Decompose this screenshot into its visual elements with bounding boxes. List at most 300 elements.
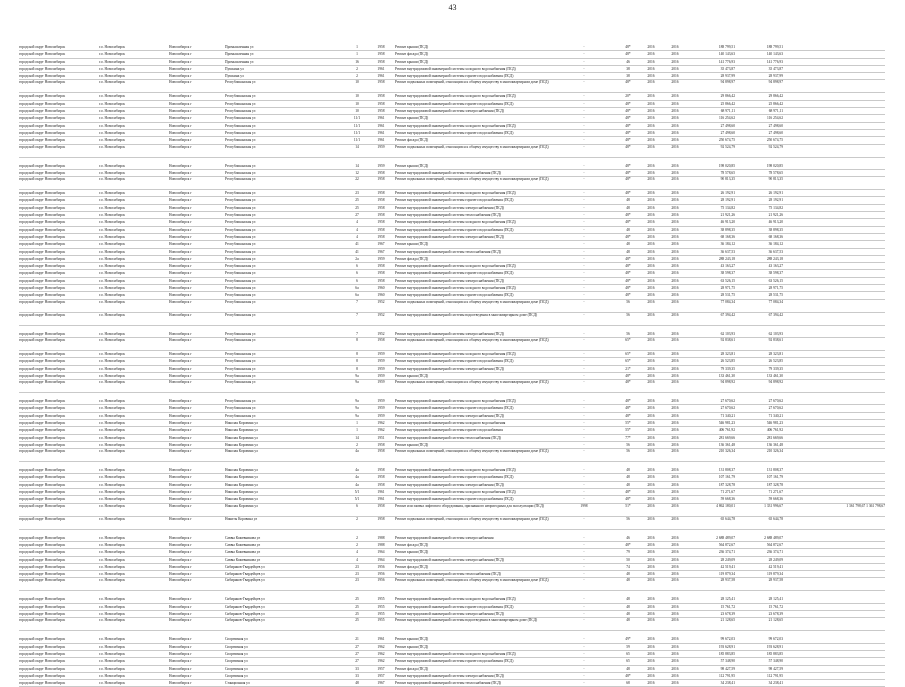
- row-start-year: 2016: [647, 637, 655, 642]
- row-municipality: г.о. Новосибирск: [99, 604, 125, 609]
- row-locality: Новосибирск г: [169, 249, 192, 254]
- row-total: 28 971,75: [768, 286, 783, 291]
- row-marker: -: [583, 198, 585, 203]
- row-street: Спортивная ул: [225, 637, 248, 642]
- row-start-year: 2016: [647, 681, 655, 686]
- row-total: 27 670,62: [768, 406, 783, 411]
- row-house-number: 33: [355, 673, 359, 678]
- row-end-year: 2016: [671, 550, 679, 555]
- table-row: [19, 351, 885, 358]
- row-house-number: 16: [355, 59, 359, 64]
- row-build-year: 1988: [377, 535, 385, 540]
- row-start-year: 2016: [647, 542, 655, 547]
- row-build-year: 1958: [377, 234, 385, 239]
- row-municipality: г.о. Новосибирск: [99, 177, 125, 182]
- row-work-type: Ремонт внутридомовой инженерной системы холодного водоснабжения (ПСД): [395, 490, 516, 495]
- row-house-number: 33: [355, 666, 359, 671]
- row-end-year: 2016: [671, 564, 679, 569]
- row-marker: -: [583, 130, 585, 135]
- row-municipality: г.о. Новосибирск: [99, 94, 125, 99]
- row-municipality: г.о. Новосибирск: [99, 490, 125, 495]
- row-total: 99 672,03: [768, 637, 783, 642]
- row-locality: Новосибирск г: [169, 220, 192, 225]
- row-wear-percent: 48*: [625, 80, 631, 85]
- row-end-year: 2016: [671, 442, 679, 447]
- row-work-type: Ремонт внутридомовой инженерной системы горячего водоснабжения (ПСД): [395, 130, 514, 135]
- row-house-number: 23: [355, 564, 359, 569]
- row-end-year: 2016: [671, 52, 679, 57]
- row-start-year: 2016: [647, 227, 655, 232]
- row-cost: 92 838,61: [720, 337, 735, 342]
- row-locality: Новосибирск г: [169, 428, 192, 433]
- row-total: 564 872,67: [766, 542, 783, 547]
- row-end-year: 2016: [671, 59, 679, 64]
- row-locality: Новосибирск г: [169, 420, 192, 425]
- table-row: [19, 73, 885, 80]
- row-municipality: г.о. Новосибирск: [99, 116, 125, 121]
- table-row: [19, 256, 885, 263]
- row-start-year: 2016: [647, 673, 655, 678]
- row-marker: -: [583, 123, 585, 128]
- row-area: городской округ Новосибирск: [19, 220, 66, 225]
- row-work-type: Ремонт внутридомовой инженерной системы теплоснабжения (ПСД): [395, 681, 501, 686]
- row-cost: 119 879,34: [718, 572, 735, 577]
- row-marker: -: [583, 359, 585, 364]
- row-work-type: Ремонт фасада (ПСД): [395, 564, 429, 569]
- row-street: Николая Коровина ул: [225, 420, 258, 425]
- row-municipality: г.о. Новосибирск: [99, 359, 125, 364]
- row-street: Сибиряков-Гвардейцев ул: [225, 564, 265, 569]
- row-street: Республиканская ул: [225, 366, 256, 371]
- row-area: городской округ Новосибирск: [19, 604, 66, 609]
- row-start-year: 2016: [647, 618, 655, 623]
- table-row: [19, 205, 885, 212]
- row-street: Республиканская ул: [225, 256, 256, 261]
- row-street: Республиканская ул: [225, 413, 256, 418]
- row-start-year: 2016: [647, 242, 655, 247]
- row-locality: Новосибирск г: [169, 286, 192, 291]
- row-start-year: 2016: [647, 123, 655, 128]
- row-cost: 23 678,39: [720, 612, 735, 617]
- row-end-year: 2016: [671, 359, 679, 364]
- row-total: 29 866,42: [768, 94, 783, 99]
- row-build-year: 1957: [377, 666, 385, 671]
- row-start-year: 2016: [647, 666, 655, 671]
- row-street: Республиканская ул: [225, 138, 256, 143]
- table-row: [19, 380, 885, 393]
- row-wear-percent: 48*: [625, 130, 631, 135]
- row-cost: 406 761,92: [718, 428, 735, 433]
- row-wear-percent: 48: [626, 597, 630, 602]
- row-wear-percent: 48: [626, 666, 630, 671]
- row-build-year: 1958: [377, 475, 385, 480]
- row-end-year: 2016: [671, 666, 679, 671]
- row-build-year: 1958: [377, 213, 385, 218]
- row-end-year: 2016: [671, 234, 679, 239]
- row-start-year: 2016: [647, 109, 655, 114]
- row-start-year: 2016: [647, 144, 655, 149]
- row-area: городской округ Новосибирск: [19, 578, 66, 583]
- table-row: [19, 80, 885, 93]
- row-total: 71 340,21: [768, 413, 783, 418]
- row-cost: 28 971,75: [720, 286, 735, 291]
- row-cost: 141 776,93: [718, 59, 735, 64]
- row-work-type: Ремонт внутридомовой инженерной системы горячего водоснабжения (ПСД): [395, 227, 514, 232]
- row-build-year: 1959: [377, 413, 385, 418]
- row-marker: -: [583, 227, 585, 232]
- row-work-type: Ремонт крыши (ПСД): [395, 637, 429, 642]
- row-house-number: 9а: [355, 373, 359, 378]
- row-cost: 67 394,42: [720, 312, 735, 317]
- row-area: городской округ Новосибирск: [19, 673, 66, 678]
- row-area: городской округ Новосибирск: [19, 482, 66, 487]
- row-marker: -: [583, 597, 585, 602]
- table-row: [19, 101, 885, 108]
- row-start-year: 2016: [647, 597, 655, 602]
- row-cost: 136 361,48: [718, 442, 735, 447]
- row-house-number: 9а: [355, 399, 359, 404]
- row-end-year: 2016: [671, 490, 679, 495]
- row-area: городской округ Новосибирск: [19, 681, 66, 686]
- row-locality: Новосибирск г: [169, 256, 192, 261]
- row-work-type: Ремонт подвальных помещений, относящихся к общему имуществу в многоквартирном доме (ПСД): [395, 144, 549, 149]
- row-end-year: 2016: [671, 191, 679, 196]
- row-marker: -: [583, 278, 585, 283]
- row-build-year: 1958: [377, 205, 385, 210]
- row-build-year: 1959: [377, 359, 385, 364]
- row-street: Республиканская ул: [225, 191, 256, 196]
- row-build-year: 1952: [377, 331, 385, 336]
- row-cost: 133 461,30: [718, 373, 735, 378]
- row-municipality: г.о. Новосибирск: [99, 597, 125, 602]
- row-locality: Новосибирск г: [169, 666, 192, 671]
- row-street: Республиканская ул: [225, 163, 256, 168]
- row-total: 27 498,60: [768, 130, 783, 135]
- row-street: Республиканская ул: [225, 101, 256, 106]
- row-work-type: Ремонт внутридомовой инженерной системы теплоснабжения (ПСД): [395, 435, 501, 440]
- row-end-year: 2016: [671, 428, 679, 433]
- row-total: 65 644,78: [768, 516, 783, 521]
- row-total: 38 898,35: [768, 227, 783, 232]
- row-municipality: г.о. Новосибирск: [99, 550, 125, 555]
- row-end-year: 2016: [671, 278, 679, 283]
- row-house-number: 6: [356, 278, 358, 283]
- row-end-year: 2016: [671, 673, 679, 678]
- row-area: городской округ Новосибирск: [19, 74, 66, 79]
- row-end-year: 2016: [671, 351, 679, 356]
- row-municipality: г.о. Новосибирск: [99, 644, 125, 649]
- table-row: [19, 108, 885, 115]
- row-street: Республиканская ул: [225, 130, 256, 135]
- row-build-year: 1959: [377, 366, 385, 371]
- row-cost: 90 813,35: [720, 177, 735, 182]
- row-wear-percent: 77*: [625, 435, 631, 440]
- row-wear-percent: 65: [626, 651, 630, 656]
- row-area: городской округ Новосибирск: [19, 264, 66, 269]
- table-row: [19, 331, 885, 338]
- table-row: [19, 373, 885, 380]
- row-total: 98 427,59: [768, 666, 783, 671]
- row-end-year: 2016: [671, 637, 679, 642]
- row-end-year: 2016: [671, 101, 679, 106]
- row-start-year: 2016: [647, 198, 655, 203]
- table-row: [19, 130, 885, 137]
- row-house-number: 25: [355, 618, 359, 623]
- row-cost: 36 637,53: [720, 249, 735, 254]
- table-row: [19, 300, 885, 313]
- row-house-number: 6: [356, 503, 358, 508]
- row-start-year: 2016: [647, 130, 655, 135]
- row-street: Сибиряков-Гвардейцев ул: [225, 612, 265, 617]
- row-total: 107 161,79: [766, 475, 783, 480]
- row-area: городской округ Новосибирск: [19, 130, 66, 135]
- row-wear-percent: 59: [626, 644, 630, 649]
- row-area: городской округ Новосибирск: [19, 535, 66, 540]
- row-wear-percent: 38: [626, 74, 630, 79]
- row-house-number: 27: [355, 213, 359, 218]
- row-house-number: 23: [355, 578, 359, 583]
- row-house-number: 4: [356, 557, 358, 562]
- row-house-number: 22: [355, 177, 359, 182]
- row-street: Сибиряков-Гвардейцев ул: [225, 604, 265, 609]
- row-cost: 94 898,97: [720, 80, 735, 85]
- table-row: [19, 313, 885, 326]
- row-cost: 79 339,35: [720, 366, 735, 371]
- row-work-type: Ремонт внутридомовой инженерной системы горячего водоснабжения (ПСД): [395, 406, 514, 411]
- row-street: Промышленная ул: [225, 45, 254, 49]
- row-locality: Новосибирск г: [169, 572, 192, 577]
- row-start-year: 2016: [647, 331, 655, 336]
- row-marker: -: [583, 644, 585, 649]
- row-start-year: 2016: [647, 612, 655, 617]
- row-wear-percent: 20*: [625, 94, 631, 99]
- row-work-type: Ремонт подвальных помещений, относящихся к общему имуществу в многоквартирном доме (ПСД): [395, 80, 549, 85]
- row-total: 25 866,42: [768, 101, 783, 106]
- row-marker: -: [583, 94, 585, 99]
- row-work-type: Ремонт крыши (ПСД): [395, 373, 429, 378]
- row-marker: -: [583, 572, 585, 577]
- table-row: [19, 219, 885, 226]
- row-marker: -: [583, 468, 585, 473]
- table-row: [19, 504, 885, 517]
- row-wear-percent: 48*: [625, 256, 631, 261]
- row-cost: 78 578,65: [720, 170, 735, 175]
- row-street: Республиканская ул: [225, 170, 256, 175]
- row-locality: Новосибирск г: [169, 612, 192, 617]
- row-end-year: 2016: [671, 198, 679, 203]
- row-area: городской округ Новосибирск: [19, 205, 66, 210]
- row-locality: Новосибирск г: [169, 242, 192, 247]
- row-street: Николая Коровина ул: [225, 497, 258, 502]
- row-start-year: 2016: [647, 205, 655, 210]
- row-municipality: г.о. Новосибирск: [99, 503, 125, 508]
- row-municipality: г.о. Новосибирск: [99, 205, 125, 210]
- row-house-number: 8: [356, 351, 358, 356]
- row-house-number: 9а: [355, 406, 359, 411]
- row-area: городской округ Новосибирск: [19, 612, 66, 617]
- row-locality: Новосибирск г: [169, 213, 192, 218]
- row-total: 131 808,37: [766, 468, 783, 473]
- row-cost: 28 531,75: [720, 293, 735, 298]
- row-end-year: 2016: [671, 612, 679, 617]
- row-end-year: 2016: [671, 116, 679, 121]
- row-wear-percent: 48*: [625, 490, 631, 495]
- row-marker: -: [583, 659, 585, 664]
- row-municipality: г.о. Новосибирск: [99, 293, 125, 298]
- row-marker: -: [583, 413, 585, 418]
- row-end-year: 2016: [671, 497, 679, 502]
- row-end-year: 2016: [671, 597, 679, 602]
- row-total: 28 531,75: [768, 293, 783, 298]
- row-wear-percent: 48*: [625, 220, 631, 225]
- row-area: городской округ Новосибирск: [19, 644, 66, 649]
- row-marker: -: [583, 220, 585, 225]
- row-house-number: 8: [356, 359, 358, 364]
- row-house-number: 7: [356, 299, 358, 304]
- row-area: городской округ Новосибирск: [19, 234, 66, 239]
- row-area: городской округ Новосибирск: [19, 468, 66, 473]
- row-cost: 193 628,91: [718, 644, 735, 649]
- table-row: [19, 212, 885, 219]
- row-cost: 34 238,41: [720, 681, 735, 686]
- row-area: городской округ Новосибирск: [19, 406, 66, 411]
- row-area: городской округ Новосибирск: [19, 351, 66, 356]
- table-row: [19, 44, 885, 51]
- row-build-year: 1958: [377, 278, 385, 283]
- row-municipality: г.о. Новосибирск: [99, 420, 125, 425]
- row-wear-percent: 68: [626, 681, 630, 686]
- row-cost: 57 348,90: [720, 659, 735, 664]
- row-cost: 250 674,75: [718, 138, 735, 143]
- row-work-type: Ремонт внутридомовой инженерной системы электроснабжения (ПСД): [395, 482, 505, 487]
- row-street: Спортивная ул: [225, 644, 248, 649]
- row-start-year: 2016: [647, 651, 655, 656]
- row-house-number: 7: [356, 331, 358, 336]
- row-house-number: 6а: [355, 286, 359, 291]
- row-locality: Новосибирск г: [169, 366, 192, 371]
- row-total: 43 163,27: [768, 264, 783, 269]
- row-house-number: 48: [355, 681, 359, 686]
- row-end-year: 2016: [671, 242, 679, 247]
- row-locality: Новосибирск г: [169, 618, 192, 623]
- row-wear-percent: 48: [626, 198, 630, 203]
- row-locality: Новосибирск г: [169, 101, 192, 106]
- table-row: [19, 137, 885, 144]
- row-end-year: 2016: [671, 681, 679, 686]
- table-row: [19, 644, 885, 651]
- row-house-number: 4: [356, 234, 358, 239]
- row-wear-percent: 48*: [625, 45, 631, 49]
- row-build-year: 1962: [377, 420, 385, 425]
- row-area: городской округ Новосибирск: [19, 550, 66, 555]
- row-wear-percent: 65*: [625, 359, 631, 364]
- row-municipality: г.о. Новосибирск: [99, 557, 125, 562]
- row-work-type: Ремонт внутридомовой инженерной системы электроснабжения (ПСД): [395, 413, 505, 418]
- row-municipality: г.о. Новосибирск: [99, 59, 125, 64]
- row-house-number: 4: [356, 227, 358, 232]
- row-start-year: 2016: [647, 94, 655, 99]
- row-build-year: 1956: [377, 578, 385, 583]
- row-municipality: г.о. Новосибирск: [99, 220, 125, 225]
- row-end-year: 2016: [671, 482, 679, 487]
- row-end-year: 2016: [671, 449, 679, 454]
- row-cost: 77 084,34: [720, 299, 735, 304]
- row-end-year: 2016: [671, 373, 679, 378]
- row-end-year: 2016: [671, 468, 679, 473]
- row-house-number: 9а: [355, 413, 359, 418]
- row-wear-percent: 51*: [625, 503, 631, 508]
- row-marker: -: [583, 177, 585, 182]
- row-house-number: 25: [355, 198, 359, 203]
- row-house-number: 27: [355, 659, 359, 664]
- table-row: [19, 197, 885, 204]
- row-marker: -: [583, 557, 585, 562]
- row-marker: -: [583, 205, 585, 210]
- row-house-number: 23: [355, 572, 359, 577]
- row-total: 185 883,85: [766, 651, 783, 656]
- row-municipality: г.о. Новосибирск: [99, 242, 125, 247]
- row-house-number: 11/1: [353, 130, 361, 135]
- row-build-year: 1958: [377, 170, 385, 175]
- row-cost: 15 761,72: [720, 604, 735, 609]
- row-start-year: 2016: [647, 163, 655, 168]
- row-municipality: г.о. Новосибирск: [99, 109, 125, 114]
- row-start-year: 2016: [647, 572, 655, 577]
- row-marker: -: [583, 604, 585, 609]
- row-municipality: г.о. Новосибирск: [99, 612, 125, 617]
- row-municipality: г.о. Новосибирск: [99, 366, 125, 371]
- row-marker: -: [583, 351, 585, 356]
- row-work-type: Ремонт внутридомовой инженерной системы водоотведения в многоквартирном доме (ПСД): [395, 312, 538, 317]
- row-work-type: Ремонт внутридомовой инженерной системы горячего водоснабжения (ПСД): [395, 604, 514, 609]
- row-work-type: Ремонт внутридомовой инженерной системы электроснабжения (ПСД): [395, 557, 505, 562]
- row-wear-percent: 48*: [625, 116, 631, 121]
- row-locality: Новосибирск г: [169, 163, 192, 168]
- row-build-year: 1959: [377, 144, 385, 149]
- row-locality: Новосибирск г: [169, 482, 192, 487]
- row-locality: Новосибирск г: [169, 651, 192, 656]
- row-work-type: Ремонт внутридомовой инженерной системы холодного водоснабжения (ПСД): [395, 191, 516, 196]
- row-total: 236 374,71: [766, 550, 783, 555]
- page-number-rule: [0, 13, 905, 14]
- row-total: 406 761,92: [766, 428, 783, 433]
- row-start-year: 2016: [647, 497, 655, 502]
- row-build-year: 1961: [377, 123, 385, 128]
- row-start-year: 2016: [647, 535, 655, 540]
- row-build-year: 1960: [377, 293, 385, 298]
- row-build-year: 1955: [377, 618, 385, 623]
- row-start-year: 2016: [647, 256, 655, 261]
- row-locality: Новосибирск г: [169, 278, 192, 283]
- table-row: [19, 578, 885, 591]
- row-total: 198 020,85: [766, 163, 783, 168]
- row-marker: -: [583, 651, 585, 656]
- row-work-type: Ремонт или замена лифтового оборудования, признанного непригодным для эксплуатации (ПСД): [395, 503, 545, 508]
- row-start-year: 2016: [647, 482, 655, 487]
- row-cost: 98 427,59: [720, 666, 735, 671]
- row-build-year: 1962: [377, 644, 385, 649]
- row-area: городской округ Новосибирск: [19, 597, 66, 602]
- table-row: [19, 66, 885, 73]
- row-locality: Новосибирск г: [169, 468, 192, 473]
- row-street: Республиканская ул: [225, 399, 256, 404]
- row-locality: Новосибирск г: [169, 503, 192, 508]
- table-row: [19, 263, 885, 270]
- row-locality: Новосибирск г: [169, 475, 192, 480]
- row-locality: Новосибирск г: [169, 80, 192, 85]
- row-start-year: 2016: [647, 264, 655, 269]
- row-house-number: 9а: [355, 380, 359, 385]
